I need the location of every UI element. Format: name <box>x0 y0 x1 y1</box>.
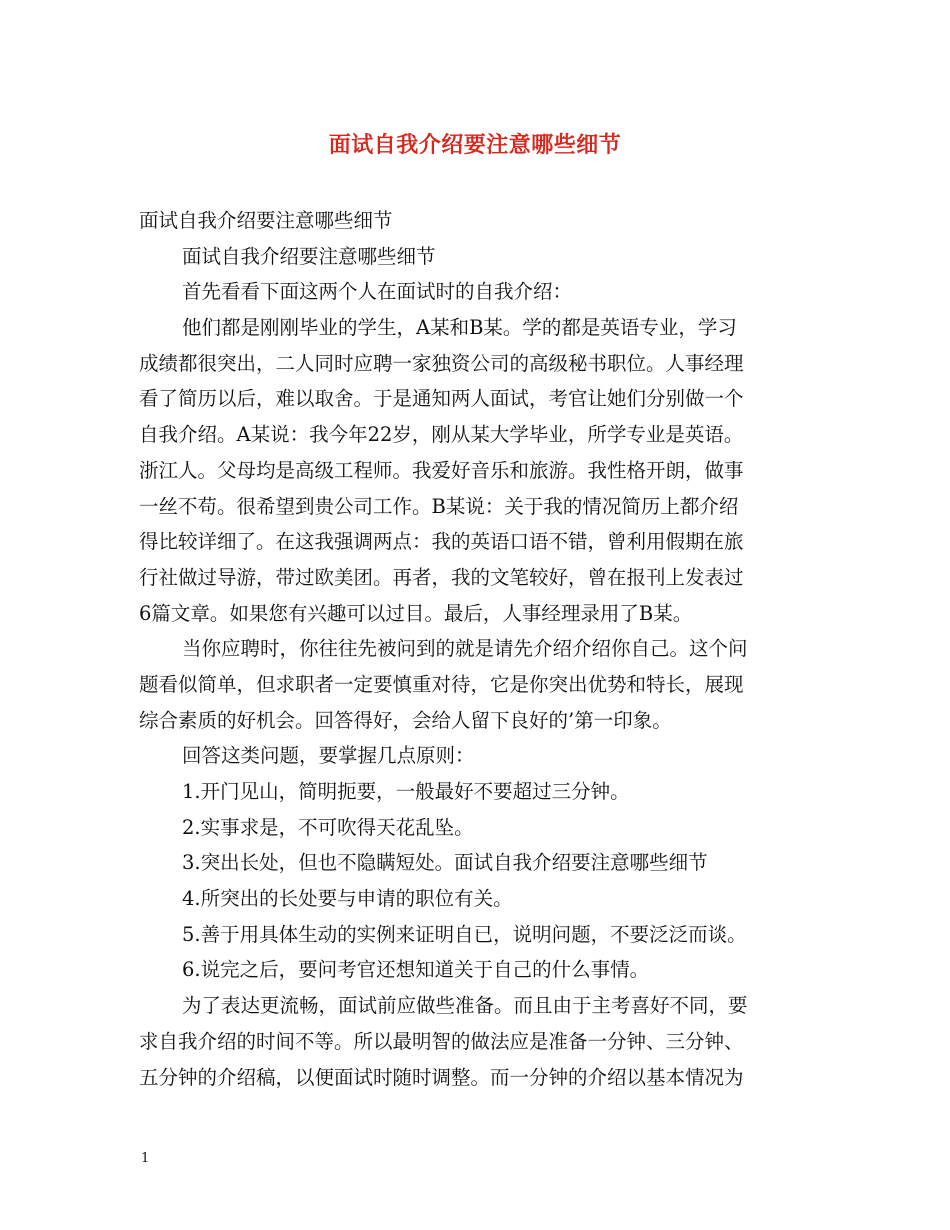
text-line: 为了表达更流畅，面试前应做些准备。而且由于主考喜好不同，要 <box>182 994 748 1018</box>
document-body <box>139 203 819 1095</box>
text-line: 他们都是刚刚毕业的学生，A某和B某。学的都是英语专业，学习 <box>182 316 737 340</box>
text-line: 浙江人。父母均是高级工程师。我爱好音乐和旅游。我性格开朗，做事 <box>139 458 744 482</box>
text-line: 成绩都很突出，二人同时应聘一家独资公司的高级秘书职位。人事经理 <box>139 351 744 375</box>
text-line: 看了简历以后，难以取舍。于是通知两人面试，考官让她们分别做一个 <box>139 387 744 411</box>
text-line: 6篇文章。如果您有兴趣可以过目。最后，人事经理录用了B某。 <box>139 601 693 625</box>
text-line: 当你应聘时，你往往先被问到的就是请先介绍介绍你自己。这个问 <box>182 637 748 661</box>
text-line: 五分钟的介绍稿，以便面试时随时调整。而一分钟的介绍以基本情况为 <box>139 1065 744 1089</box>
document-title: 面试自我介绍要注意哪些细节 <box>328 132 622 158</box>
text-line: 求自我介绍的时间不等。所以最明智的做法应是准备一分钟、三分钟、 <box>139 1029 744 1053</box>
list-item: 6.说完之后，要问考官还想知道关于自己的什么事情。 <box>182 958 650 982</box>
text-line: 行社做过导游，带过欧美团。再者，我的文笔较好，曾在报刊上发表过 <box>139 565 744 589</box>
list-item: 4.所突出的长处要与申请的职位有关。 <box>182 887 513 911</box>
text-line: 回答这类问题，要掌握几点原则： <box>182 744 475 768</box>
list-item: 3.突出长处，但也不隐瞒短处。面试自我介绍要注意哪些细节 <box>182 851 708 875</box>
list-item: 5.善于用具体生动的实例来证明自已，说明问题，不要泛泛而谈。 <box>182 922 747 946</box>
text-line: 面试自我介绍要注意哪些细节 <box>182 244 436 268</box>
page-number: 1 <box>141 1151 150 1166</box>
list-item: 2.实事求是，不可吹得天花乱坠。 <box>182 815 474 839</box>
text-line: 得比较详细了。在这我强调两点：我的英语口语不错，曾利用假期在旅 <box>139 530 744 554</box>
text-line: 综合素质的好机会。回答得好，会给人留下良好的’第一印象。 <box>139 708 672 732</box>
text-line: 自我介绍。A某说：我今年22岁，刚从某大学毕业，所学专业是英语。 <box>139 423 744 447</box>
text-line: 面试自我介绍要注意哪些细节 <box>139 209 393 232</box>
list-item: 1.开门见山，简明扼要，一般最好不要超过三分钟。 <box>182 780 630 803</box>
text-line: 首先看看下面这两个人在面试时的自我介绍： <box>182 280 573 304</box>
text-line: 一丝不苟。很希望到贵公司工作。B某说：关于我的情况简历上都介绍 <box>139 494 739 518</box>
text-line: 题看似简单，但求职者一定要慎重对待，它是你突出优势和特长，展现 <box>139 672 744 696</box>
